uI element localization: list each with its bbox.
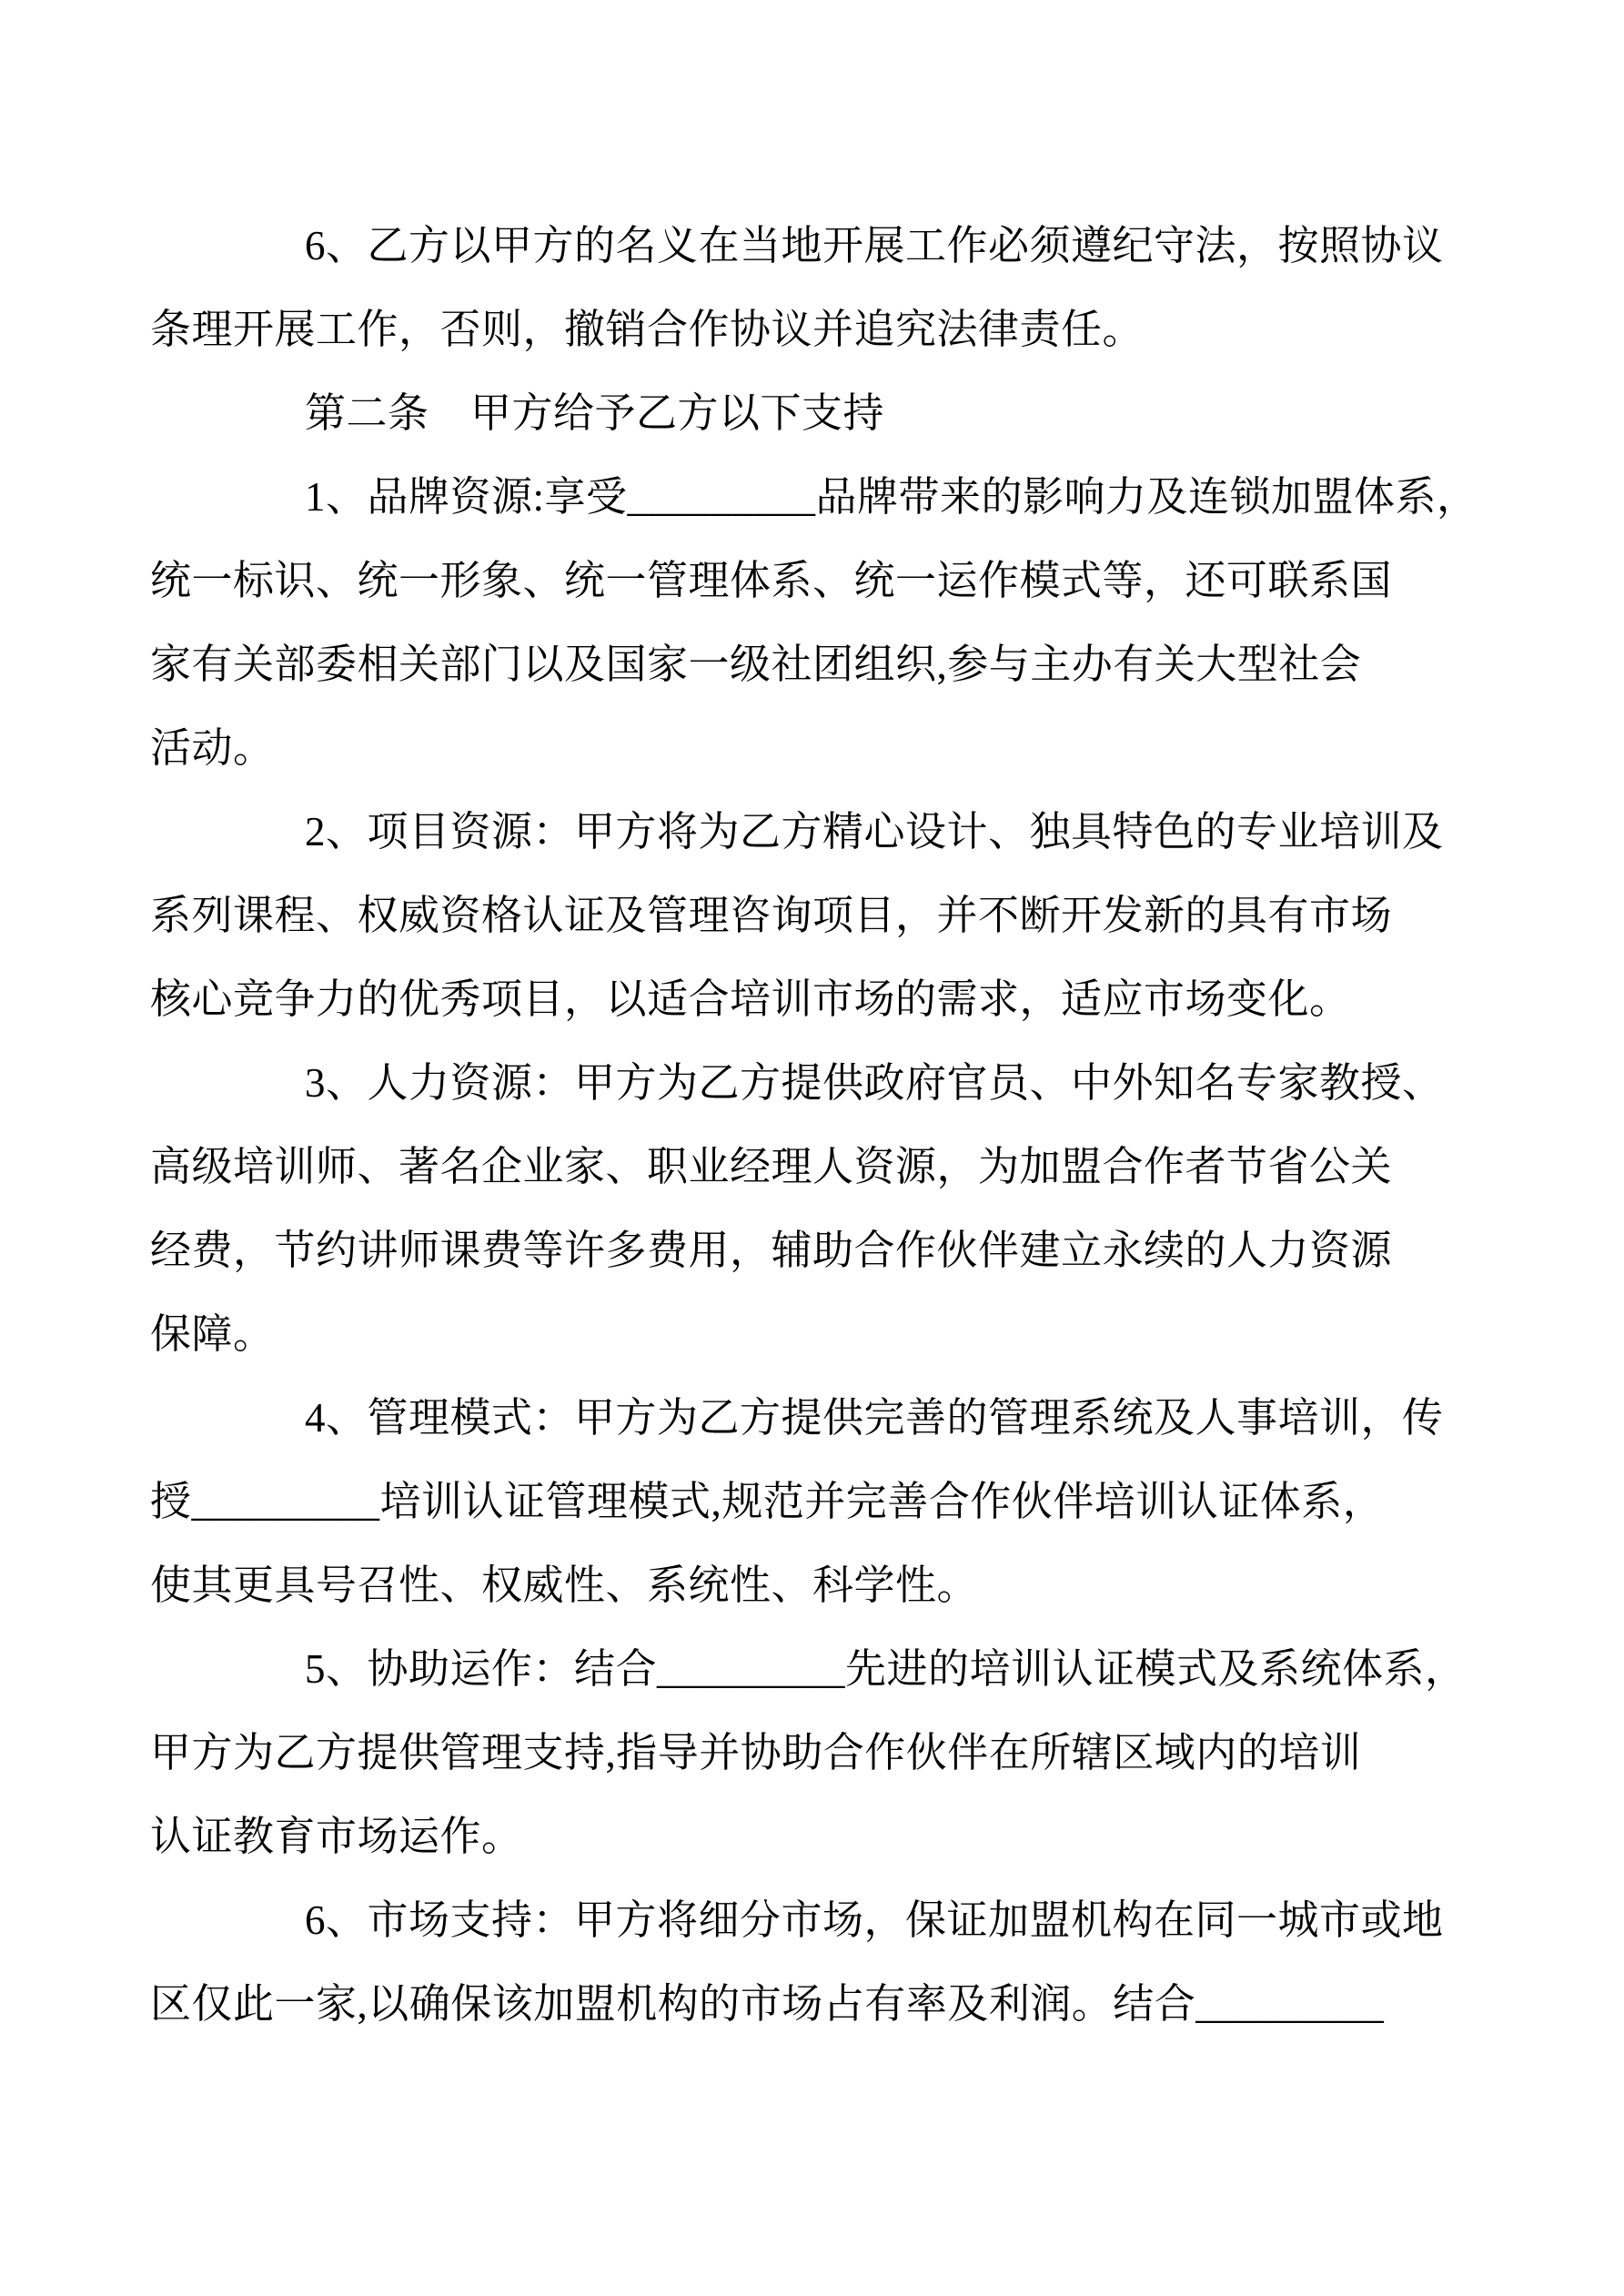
paragraph xyxy=(150,1627,1467,1878)
text-line: 统一标识、统一形象、统一管理体系、统一运作模式等，还可联系国 xyxy=(150,558,1393,603)
paragraph xyxy=(150,455,1478,790)
text-line: 区仅此一家,以确保该加盟机构的市场占有率及利润。结合_________ xyxy=(150,1981,1385,2027)
text-line: 认证教育市场运作。 xyxy=(150,1814,523,1859)
paragraph xyxy=(150,371,1392,455)
text-line: 3、人力资源：甲方为乙方提供政府官员、中外知名专家教授、 xyxy=(305,1060,1444,1106)
text-line: 第二条 甲方给予乙方以下支持 xyxy=(305,390,885,436)
text-line: 家有关部委相关部门以及国家一级社团组织,参与主办有关大型社会 xyxy=(150,642,1362,687)
text-line: 1、品牌资源:享受_________品牌带来的影响力及连锁加盟体系， xyxy=(305,474,1478,520)
text-line: 6、市场支持：甲方将细分市场，保证加盟机构在同一城市或地 xyxy=(305,1897,1444,1943)
text-line: 5、协助运作：结合_________先进的培训认证模式及系统体系， xyxy=(305,1646,1467,1692)
text-line: 经费，节约讲师课费等许多费用，辅助合作伙伴建立永续的人力资源 xyxy=(150,1228,1393,1273)
text-line: 甲方为乙方提供管理支持,指导并协助合作伙伴在所辖区域内的培训 xyxy=(150,1730,1362,1775)
text-line: 活动。 xyxy=(150,725,275,771)
document-content xyxy=(150,204,1478,2046)
text-line: 授_________培训认证管理模式,规范并完善合作伙伴培训认证体系， xyxy=(150,1479,1385,1524)
text-line: 2、项目资源：甲方将为乙方精心设计、独具特色的专业培训及 xyxy=(305,809,1444,855)
paragraph xyxy=(150,204,1444,371)
text-line: 系列课程、权威资格认证及管理咨询项目，并不断开发新的具有市场 xyxy=(150,893,1393,938)
paragraph xyxy=(150,1376,1444,1627)
text-line: 6、乙方以甲方的名义在当地开展工作必须遵纪守法，按照协议 xyxy=(305,223,1444,268)
paragraph xyxy=(150,1041,1444,1376)
text-line: 条理开展工作，否则，撤销合作协议并追究法律责任。 xyxy=(150,307,1145,352)
paragraph xyxy=(150,790,1444,1041)
paragraph xyxy=(150,1878,1444,2046)
text-line: 高级培训师、著名企业家、职业经理人资源，为加盟合作者节省公关 xyxy=(150,1144,1393,1189)
text-line: 4、管理模式：甲方为乙方提供完善的管理系统及人事培训，传 xyxy=(305,1395,1444,1441)
text-line: 核心竞争力的优秀项目，以适合培训市场的需求，适应市场变化。 xyxy=(150,976,1351,1022)
text-line: 保障。 xyxy=(150,1311,275,1357)
text-line: 使其更具号召性、权威性、系统性、科学性。 xyxy=(150,1563,979,1608)
